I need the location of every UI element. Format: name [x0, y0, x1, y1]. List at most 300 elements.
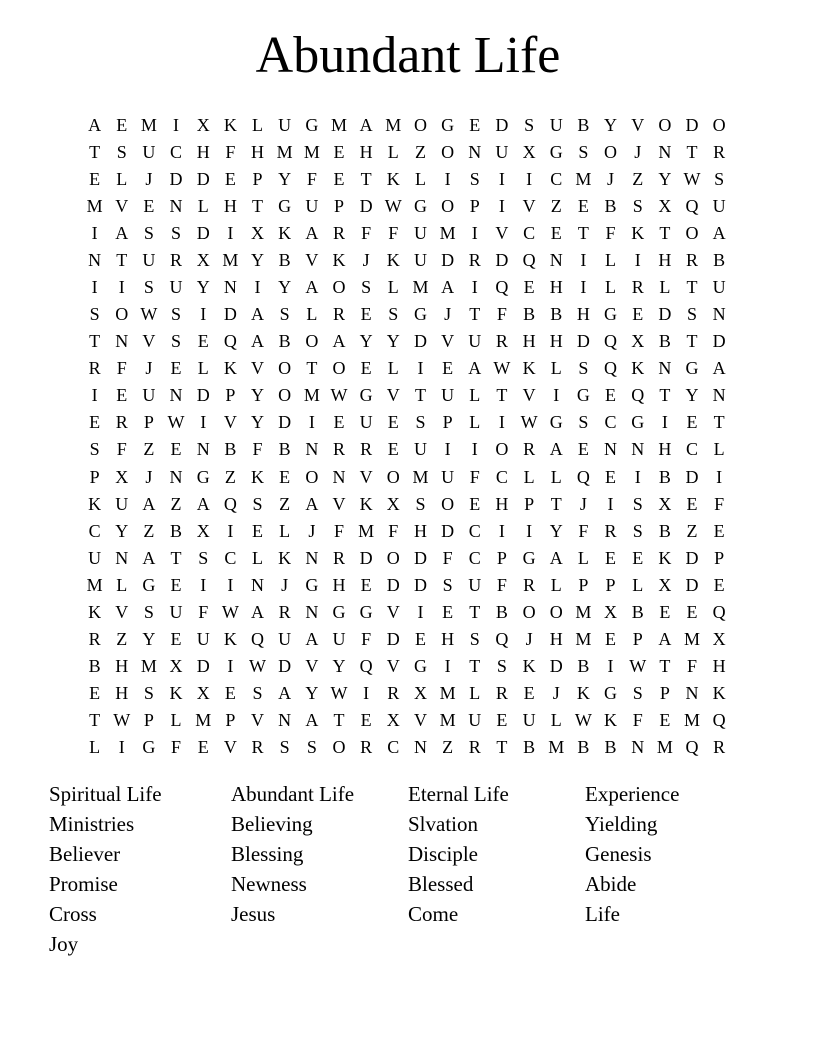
grid-letter: R	[88, 629, 101, 650]
grid-letter: T	[496, 737, 508, 758]
grid-letter: T	[686, 141, 698, 162]
grid-letter: L	[605, 249, 617, 270]
grid-letter: S	[578, 141, 589, 162]
grid-letter: J	[552, 683, 560, 704]
grid-letter: I	[634, 249, 641, 270]
grid-letter: E	[89, 168, 101, 189]
grid-letter: M	[548, 737, 565, 758]
grid-letter: C	[686, 439, 699, 460]
grid-letter: E	[632, 547, 644, 568]
grid-letter: U	[169, 277, 183, 297]
word-list-item: Ministries	[49, 812, 135, 836]
grid-letter: H	[712, 656, 726, 677]
grid-letter: P	[225, 385, 236, 406]
grid-letter: W	[221, 601, 239, 622]
grid-letter: G	[413, 195, 427, 216]
grid-letter: K	[278, 222, 292, 243]
grid-letter: S	[306, 737, 317, 758]
grid-letter: I	[471, 277, 478, 297]
grid-letter: M	[276, 141, 293, 162]
grid-letter: K	[712, 683, 726, 704]
grid-letter: L	[197, 358, 209, 379]
grid-letter: C	[604, 412, 617, 433]
grid-letter: K	[386, 249, 400, 270]
grid-letter: I	[308, 412, 315, 433]
grid-letter: I	[444, 439, 451, 460]
grid-letter: G	[685, 358, 699, 379]
grid-letter: N	[332, 466, 346, 487]
grid-letter: B	[224, 439, 237, 460]
grid-letter: T	[550, 493, 562, 514]
word-list-item: Spiritual Life	[49, 782, 162, 806]
grid-letter: K	[604, 710, 618, 731]
grid-letter: C	[495, 466, 508, 487]
word-list-item: Slvation	[408, 812, 479, 836]
grid-letter: J	[145, 466, 153, 487]
word-list-item: Jesus	[231, 902, 276, 926]
grid-letter: B	[658, 466, 671, 487]
grid-letter: A	[196, 493, 210, 514]
grid-letter: D	[278, 656, 292, 677]
grid-letter: N	[712, 304, 726, 325]
grid-letter: I	[118, 737, 125, 758]
grid-letter: E	[605, 466, 617, 487]
grid-letter: P	[442, 412, 453, 433]
grid-letter: Z	[279, 493, 291, 514]
grid-letter: D	[495, 114, 509, 135]
grid-letter: E	[360, 710, 372, 731]
grid-letter: Y	[251, 385, 265, 406]
grid-letter: F	[496, 574, 507, 595]
grid-letter: E	[279, 466, 291, 487]
grid-letter: O	[115, 304, 129, 325]
grid-letter: N	[223, 277, 237, 297]
grid-letter: T	[659, 385, 671, 406]
grid-letter: D	[196, 222, 210, 243]
grid-letter: X	[196, 520, 210, 541]
grid-letter: N	[115, 331, 129, 352]
grid-letter: H	[495, 493, 509, 514]
grid-letter: R	[332, 222, 345, 243]
grid-letter: I	[444, 656, 451, 677]
grid-letter: J	[607, 168, 615, 189]
grid-letter: S	[469, 168, 480, 189]
grid-letter: V	[386, 656, 400, 677]
grid-letter: T	[306, 358, 318, 379]
grid-letter: R	[387, 683, 400, 704]
grid-letter: X	[604, 601, 618, 622]
grid-letter: D	[169, 168, 183, 189]
grid-letter: A	[142, 493, 156, 514]
grid-letter: V	[631, 114, 645, 135]
grid-letter: M	[575, 629, 592, 650]
grid-letter: E	[659, 710, 671, 731]
grid-letter: U	[142, 141, 156, 162]
grid-letter: D	[386, 574, 400, 595]
grid-letter: G	[196, 466, 210, 487]
grid-letter: I	[200, 574, 207, 595]
grid-letter: L	[469, 412, 481, 433]
grid-letter: D	[196, 168, 210, 189]
grid-letter: L	[197, 195, 209, 216]
grid-letter: D	[386, 629, 400, 650]
grid-letter: S	[143, 277, 154, 297]
grid-letter: B	[278, 249, 291, 270]
grid-letter: G	[332, 601, 346, 622]
grid-letter: V	[441, 331, 455, 352]
grid-letter: L	[550, 574, 562, 595]
grid-letter: S	[442, 574, 453, 595]
grid-letter: H	[413, 520, 427, 541]
grid-letter: F	[116, 439, 127, 460]
grid-letter: S	[632, 195, 643, 216]
grid-letter: Q	[631, 385, 645, 406]
grid-letter: X	[169, 656, 183, 677]
grid-letter: Y	[305, 683, 319, 704]
grid-letter: P	[659, 683, 670, 704]
grid-letter: E	[686, 493, 698, 514]
grid-letter: M	[303, 141, 320, 162]
grid-letter: B	[495, 601, 508, 622]
grid-letter: A	[305, 222, 319, 243]
grid-letter: N	[169, 466, 183, 487]
grid-letter: A	[278, 683, 292, 704]
grid-letter: N	[278, 710, 292, 731]
grid-letter: Q	[223, 331, 237, 352]
grid-letter: P	[143, 412, 154, 433]
grid-letter: O	[549, 601, 563, 622]
grid-letter: O	[278, 385, 292, 406]
grid-letter: L	[279, 520, 291, 541]
grid-letter: I	[634, 466, 641, 487]
word-list-item: Yielding	[585, 812, 658, 836]
grid-letter: E	[224, 168, 236, 189]
grid-letter: K	[169, 683, 183, 704]
grid-letter: T	[89, 710, 101, 731]
grid-letter: X	[658, 574, 672, 595]
grid-letter: U	[88, 547, 102, 568]
grid-letter: K	[223, 629, 237, 650]
grid-letter: S	[687, 304, 698, 325]
grid-letter: L	[387, 358, 399, 379]
grid-letter: X	[196, 683, 210, 704]
grid-letter: P	[143, 710, 154, 731]
grid-letter: A	[305, 493, 319, 514]
grid-letter: E	[686, 601, 698, 622]
grid-letter: E	[442, 601, 454, 622]
grid-letter: G	[359, 385, 373, 406]
grid-letter: U	[413, 249, 427, 270]
grid-letter: S	[143, 222, 154, 243]
grid-letter: E	[333, 141, 345, 162]
grid-letter: I	[580, 277, 587, 297]
grid-letter: I	[173, 114, 180, 135]
grid-letter: X	[631, 331, 645, 352]
grid-letter: H	[223, 195, 237, 216]
grid-letter: I	[363, 683, 370, 704]
grid-letter: J	[281, 574, 289, 595]
grid-letter: T	[577, 222, 589, 243]
grid-letter: I	[498, 520, 505, 541]
grid-letter: B	[604, 737, 617, 758]
grid-letter: Z	[414, 141, 426, 162]
grid-letter: Z	[442, 737, 454, 758]
grid-letter: U	[278, 629, 292, 650]
grid-letter: B	[604, 195, 617, 216]
grid-letter: Z	[686, 520, 698, 541]
grid-letter: H	[359, 141, 373, 162]
grid-letter: Z	[116, 629, 128, 650]
grid-letter: L	[469, 385, 481, 406]
grid-letter: V	[115, 195, 129, 216]
grid-letter: U	[196, 629, 210, 650]
grid-letter: K	[223, 358, 237, 379]
grid-letter: A	[468, 358, 482, 379]
grid-letter: H	[196, 141, 210, 162]
grid-letter: T	[252, 195, 264, 216]
grid-letter: A	[549, 439, 563, 460]
grid-letter: I	[227, 222, 234, 243]
grid-letter: O	[332, 277, 346, 297]
grid-letter: I	[607, 493, 614, 514]
grid-letter: I	[91, 222, 98, 243]
grid-letter: Z	[632, 168, 644, 189]
grid-letter: Q	[359, 656, 373, 677]
grid-letter: V	[522, 195, 536, 216]
grid-letter: O	[522, 601, 536, 622]
grid-letter: Q	[604, 358, 618, 379]
grid-letter: F	[116, 358, 127, 379]
grid-letter: R	[713, 737, 726, 758]
grid-letter: E	[659, 601, 671, 622]
grid-letter: V	[251, 358, 265, 379]
grid-letter: C	[387, 737, 400, 758]
grid-letter: D	[685, 466, 699, 487]
grid-letter: Y	[278, 277, 292, 297]
grid-letter: H	[576, 304, 590, 325]
grid-letter: U	[169, 601, 183, 622]
grid-letter: Q	[495, 277, 509, 297]
grid-letter: F	[361, 629, 372, 650]
grid-letter: M	[439, 683, 456, 704]
grid-letter: E	[469, 114, 481, 135]
grid-letter: R	[495, 331, 508, 352]
grid-letter: Z	[143, 439, 155, 460]
grid-letter: A	[142, 547, 156, 568]
word-list-item: Come	[408, 902, 459, 926]
grid-letter: H	[332, 574, 346, 595]
grid-letter: A	[332, 331, 346, 352]
grid-letter: I	[471, 222, 478, 243]
grid-letter: P	[225, 710, 236, 731]
grid-letter: D	[223, 304, 237, 325]
grid-letter: R	[332, 547, 345, 568]
grid-letter: V	[522, 385, 536, 406]
grid-letter: G	[305, 574, 319, 595]
grid-letter: T	[496, 385, 508, 406]
grid-letter: U	[468, 574, 482, 595]
grid-letter: S	[578, 412, 589, 433]
grid-letter: F	[252, 439, 263, 460]
grid-letter: H	[522, 331, 536, 352]
grid-letter: U	[441, 385, 455, 406]
grid-letter: D	[685, 114, 699, 135]
grid-letter: E	[170, 439, 182, 460]
word-list-item: Blessed	[408, 872, 474, 896]
grid-letter: S	[143, 601, 154, 622]
grid-letter: R	[360, 439, 373, 460]
grid-letter: Y	[658, 168, 672, 189]
grid-letter: H	[658, 249, 672, 270]
grid-letter: N	[251, 574, 265, 595]
grid-letter: W	[629, 656, 647, 677]
grid-letter: D	[712, 331, 726, 352]
grid-letter: J	[579, 493, 587, 514]
word-list-item: Disciple	[408, 842, 478, 866]
grid-letter: A	[251, 304, 265, 325]
grid-letter: K	[88, 493, 102, 514]
grid-letter: B	[170, 520, 183, 541]
grid-letter: G	[604, 683, 618, 704]
grid-letter: L	[89, 737, 101, 758]
grid-letter: V	[495, 222, 509, 243]
grid-letter: F	[333, 520, 344, 541]
grid-letter: H	[115, 683, 129, 704]
grid-letter: Z	[224, 466, 236, 487]
grid-letter: G	[413, 656, 427, 677]
grid-letter: N	[88, 249, 102, 270]
grid-letter: G	[604, 304, 618, 325]
grid-letter: B	[278, 439, 291, 460]
grid-letter: O	[305, 466, 319, 487]
grid-letter: L	[550, 466, 562, 487]
grid-letter: U	[332, 629, 346, 650]
grid-letter: Q	[712, 710, 726, 731]
grid-letter: P	[469, 195, 480, 216]
grid-letter: G	[631, 412, 645, 433]
grid-letter: S	[116, 141, 127, 162]
grid-letter: E	[333, 412, 345, 433]
grid-letter: P	[605, 574, 616, 595]
grid-letter: T	[469, 304, 481, 325]
grid-letter: R	[686, 249, 699, 270]
word-list	[49, 779, 769, 979]
grid-letter: D	[685, 574, 699, 595]
grid-letter: Y	[386, 331, 400, 352]
grid-letter: E	[577, 439, 589, 460]
grid-letter: U	[413, 222, 427, 243]
grid-letter: R	[495, 683, 508, 704]
grid-letter: S	[171, 222, 182, 243]
grid-letter: Q	[251, 629, 265, 650]
grid-letter: L	[116, 574, 128, 595]
word-list-item: Newness	[231, 872, 307, 896]
grid-letter: E	[469, 493, 481, 514]
grid-letter: I	[227, 520, 234, 541]
word-list-item: Promise	[49, 872, 118, 896]
grid-letter: U	[142, 385, 156, 406]
grid-letter: W	[520, 412, 538, 433]
grid-letter: R	[115, 412, 128, 433]
grid-letter: V	[305, 249, 319, 270]
grid-letter: S	[632, 683, 643, 704]
grid-letter: R	[88, 358, 101, 379]
grid-letter: J	[444, 304, 452, 325]
grid-letter: F	[388, 222, 399, 243]
grid-letter: H	[251, 141, 265, 162]
grid-letter: L	[252, 547, 264, 568]
word-list-item: Experience	[585, 782, 680, 806]
grid-letter: E	[116, 114, 128, 135]
grid-letter: Y	[251, 249, 265, 270]
grid-letter: N	[115, 547, 129, 568]
grid-letter: Y	[251, 412, 265, 433]
grid-letter: K	[631, 222, 645, 243]
grid-letter: O	[441, 493, 455, 514]
grid-letter: G	[576, 385, 590, 406]
word-list-item: Eternal Life	[408, 782, 509, 806]
grid-letter: H	[115, 656, 129, 677]
grid-letter: A	[115, 222, 129, 243]
grid-letter: S	[252, 683, 263, 704]
grid-letter: Z	[550, 195, 562, 216]
grid-letter: F	[632, 710, 643, 731]
grid-letter: I	[227, 656, 234, 677]
grid-letter: P	[496, 547, 507, 568]
grid-letter: Y	[359, 331, 373, 352]
word-list-item: Life	[585, 902, 620, 926]
grid-letter: F	[225, 141, 236, 162]
grid-letter: K	[576, 683, 590, 704]
grid-letter: D	[359, 547, 373, 568]
grid-letter: A	[359, 114, 373, 135]
grid-letter: E	[713, 520, 725, 541]
grid-letter: I	[227, 574, 234, 595]
grid-letter: R	[631, 277, 644, 297]
grid-letter: A	[88, 114, 102, 135]
grid-letter: O	[604, 141, 618, 162]
grid-letter: H	[658, 439, 672, 460]
grid-letter: P	[578, 574, 589, 595]
grid-letter: F	[306, 168, 317, 189]
grid-letter: D	[495, 249, 509, 270]
grid-letter: S	[632, 493, 643, 514]
grid-letter: O	[495, 439, 509, 460]
grid-letter: U	[468, 331, 482, 352]
grid-letter: Y	[685, 385, 699, 406]
grid-letter: E	[605, 385, 617, 406]
grid-letter: T	[659, 222, 671, 243]
grid-letter: E	[170, 574, 182, 595]
grid-letter: V	[305, 656, 319, 677]
grid-letter: E	[387, 439, 399, 460]
grid-letter: L	[713, 439, 725, 460]
grid-letter: N	[196, 439, 210, 460]
grid-letter: M	[412, 466, 429, 487]
grid-letter: J	[362, 249, 370, 270]
grid-letter: B	[577, 737, 590, 758]
grid-letter: V	[386, 601, 400, 622]
grid-letter: E	[252, 520, 264, 541]
grid-letter: N	[413, 737, 427, 758]
grid-letter: R	[468, 249, 481, 270]
grid-letter: B	[658, 520, 671, 541]
grid-letter: D	[658, 304, 672, 325]
grid-letter: O	[441, 141, 455, 162]
grid-letter: G	[305, 114, 319, 135]
grid-letter: E	[360, 574, 372, 595]
grid-letter: P	[89, 466, 100, 487]
